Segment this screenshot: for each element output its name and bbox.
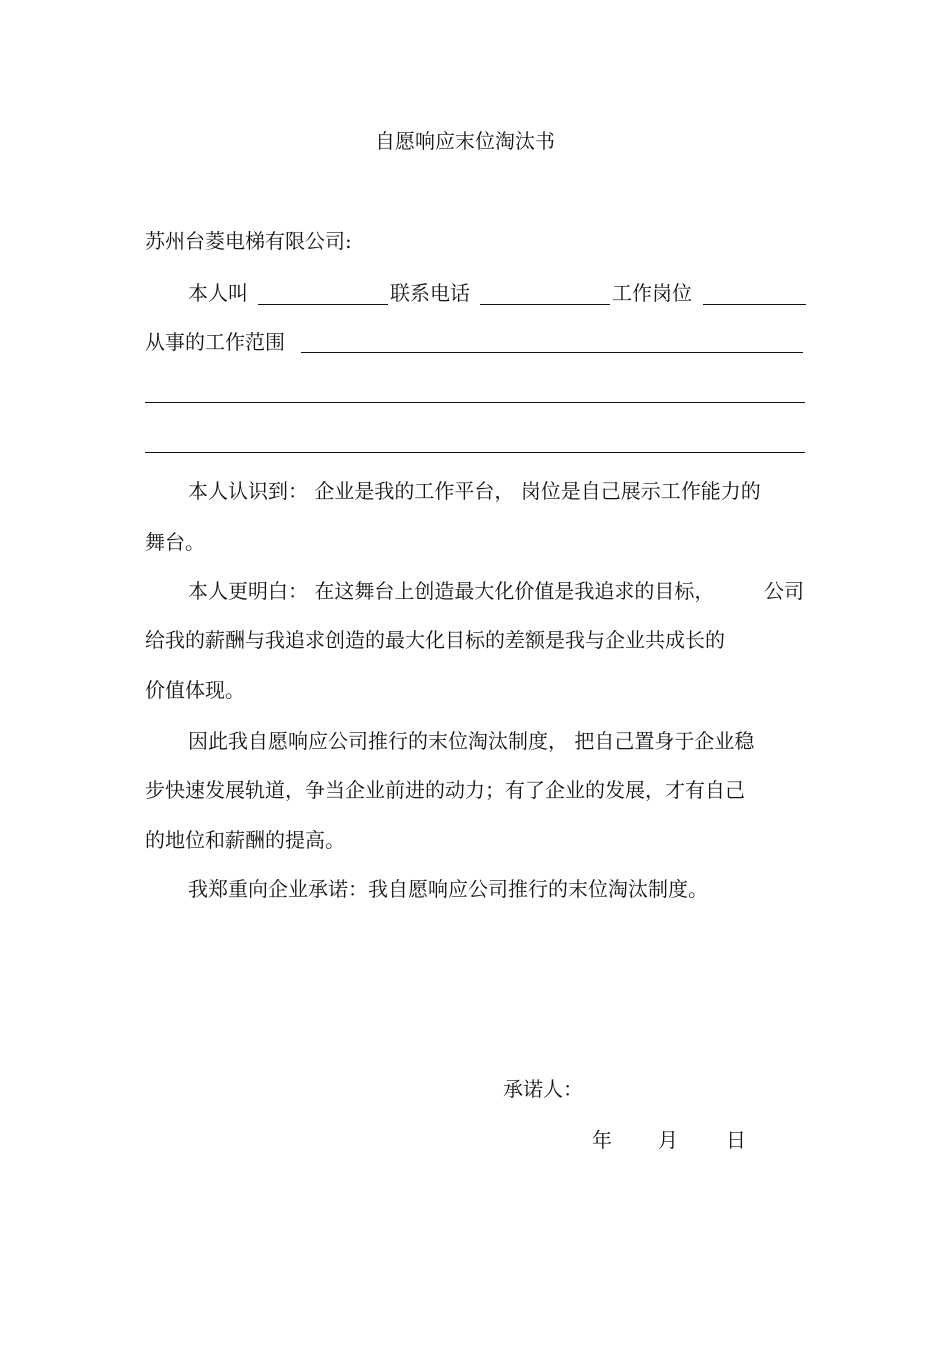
position-field-line[interactable] [703,304,806,305]
paragraph-1-line-1: 本人认识到： 企业是我的工作平台， 岗位是自己展示工作能力的 [188,479,761,503]
phone-field-line[interactable] [480,304,610,305]
paragraph-2-line-3: 价值体现。 [145,678,245,702]
paragraph-3-line-3: 的地位和薪酬的提高。 [145,828,345,852]
scope-label: 从事的工作范围 [145,330,285,354]
paragraph-1-line-2: 舞台。 [145,530,205,554]
document-title: 自愿响应末位淘汰书 [375,129,555,153]
paragraph-2-line-2: 给我的薪酬与我追求创造的最大化目标的差额是我与企业共成长的 [145,628,725,652]
paragraph-4-line-1: 我郑重向企业承诺：我自愿响应公司推行的末位淘汰制度。 [188,877,708,901]
promisor-label: 承诺人： [503,1077,583,1101]
scope-field-line-3[interactable] [145,452,805,453]
position-label: 工作岗位 [612,281,692,305]
paragraph-3-line-2: 步快速发展轨道，争当企业前进的动力；有了企业的发展，才有自己 [145,778,745,802]
name-field-line[interactable] [258,304,388,305]
paragraph-3-line-1: 因此我自愿响应公司推行的末位淘汰制度， 把自己置身于企业稳 [188,729,755,753]
date-year: 年 [592,1128,612,1152]
scope-field-line-1[interactable] [301,352,803,353]
name-label: 本人叫 [188,281,248,305]
date-month: 月 [658,1128,678,1152]
date-day: 日 [726,1128,746,1152]
addressee: 苏州台菱电梯有限公司: [145,229,352,253]
scope-field-line-2[interactable] [145,402,805,403]
phone-label: 联系电话 [390,281,470,305]
paragraph-2-line-1-end: 公司 [764,579,804,603]
paragraph-2-line-1: 本人更明白： 在这舞台上创造最大化价值是我追求的目标， [188,579,715,603]
